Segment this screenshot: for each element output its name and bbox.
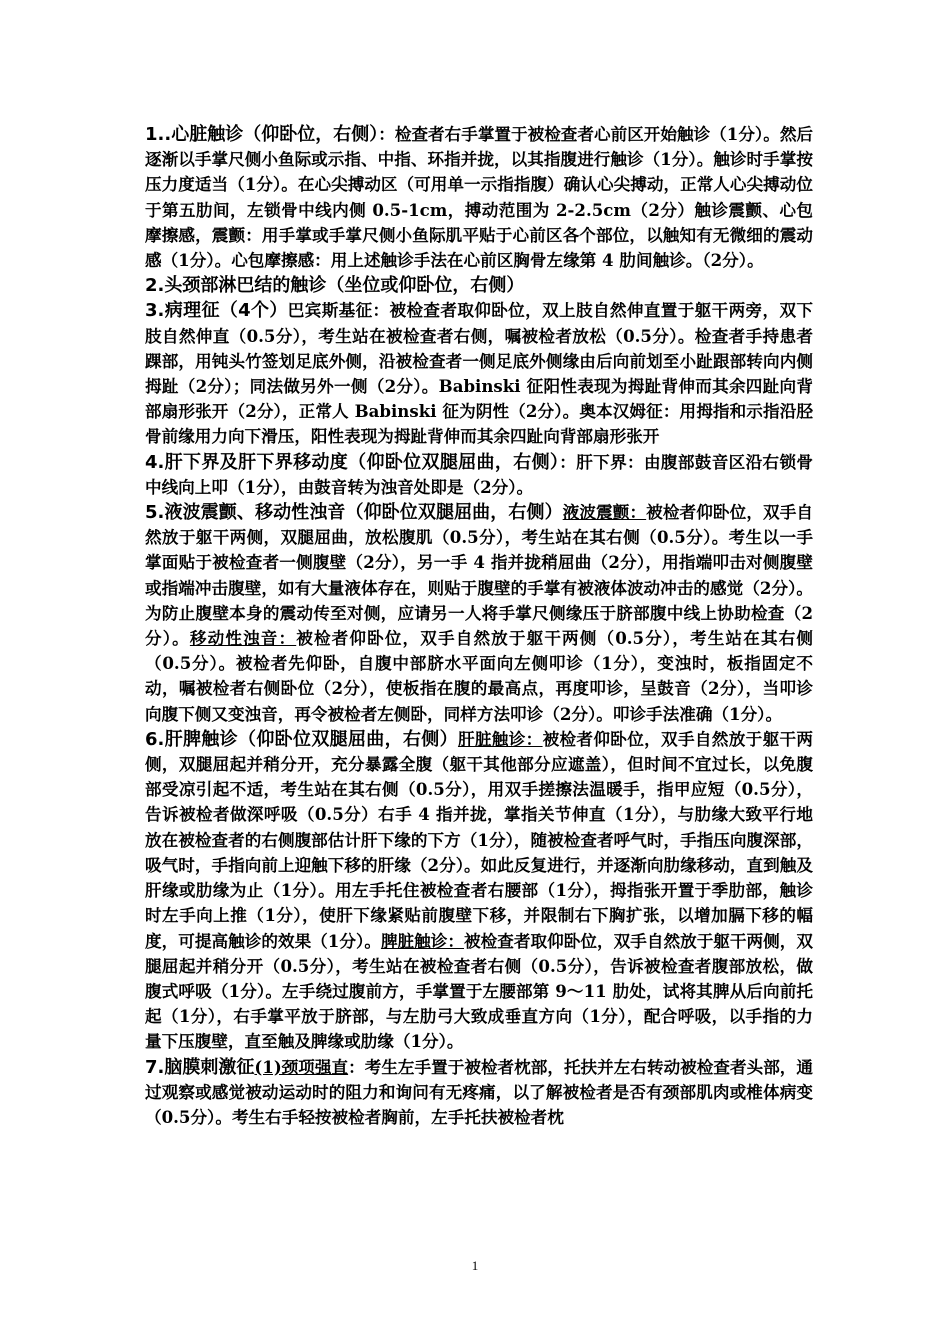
section-4 xyxy=(145,450,813,500)
subheading-liver-palpation: 肝脏触诊： xyxy=(457,728,543,749)
document-body xyxy=(145,122,813,1130)
section-heading: 1..心脏触诊（仰卧位，右侧） xyxy=(145,124,379,145)
section-heading: 5.液波震颤、移动性浊音（仰卧位双腿屈曲，右侧） xyxy=(145,502,563,524)
section-text: 被检者仰卧位，双手自然放于躯干两侧，双腿屈起并稍分开，充分暴露全腹（躯干其他部分应遮盖），但时间不宜过长，以免腹部受凉引起不适，考生站在其右侧（0.5分），用双手搓擦法温暖手，指甲应短（0.5分），告诉被检者做深呼吸（0.5分）右手 4 指并拢，掌指关节伸直（1分），与肋缘大致平行地放在被检查者的右侧腹部估计肝下缘的下方（1分），随被检查者呼气时，手指压向腹深部，吸气时，手指向前上迎触下移的肝缘（2分）。如此反复进行，并逐渐向肋缘移动，直到触及肝缘或肋缘为止（1分）。用左手托住被检查者右腰部（1分），拇指张开置于季肋部，触诊时左手向上推（1分），使肝下缘紧贴前腹壁下移，并限制右下胸扩张，以增加膈下移的幅度，可提高触诊的效果（1分）。 xyxy=(145,728,814,951)
section-text: 被检者仰卧位，双手自然放于躯干两侧，双腿屈曲，放松腹肌（0.5分），考生站在其右侧（0.5分）。考生以一手掌面贴于被检查者一侧腹壁（2分），另一手 4 指并拢稍屈曲（2分），用指端叩击对侧腹壁或指端冲击腹壁，如有大量液体存在，则贴于腹壁的手掌有被液体波动冲击的感觉（2分）。为防止腹壁本身的震动传至对侧，应请另一人将手掌尺侧缘压于脐部腹中线上协助检查（2分）。 xyxy=(145,502,813,649)
section-3 xyxy=(145,298,813,449)
section-text: 被检查者取仰卧位，双手自然放于躯干两侧，双腿屈起并稍分开（0.5分），考生站在被检查者右侧（0.5分），告诉被检查者腹部放松，做腹式呼吸（1分）。左手绕过腹前方，手掌置于左腰部第 9～11 肋处，试将其脾从后向前托起（1分），右手掌平放于脐部，与左肋弓大致成垂直方向（1分），配合呼吸，以手指的力量下压腹壁，直至触及脾缘或肋缘（1分）。 xyxy=(145,930,813,1052)
subheading-fluid-wave: 液波震颤： xyxy=(562,502,647,523)
section-7 xyxy=(145,1055,813,1131)
section-heading: 4.肝下界及肝下界移动度（仰卧位双腿屈曲，右侧） xyxy=(145,451,560,473)
section-heading: 3.病理征（4个） xyxy=(145,300,288,322)
section-text: 被检者仰卧位，双手自然放于躯干两侧（0.5分），考生站在其右侧（0.5分）。被检者先仰卧，自腹中部脐水平面向左侧叩诊（1分），变浊时，板指固定不动，嘱被检者右侧卧位（2分），使板指在腹的最高点，再度叩诊，呈鼓音（2分），当叩诊向腹下侧又变浊音，再令被检者左侧卧，同样方法叩诊（2分）。叩诊手法准确（1分）。 xyxy=(145,628,814,724)
section-heading: 7.脑膜刺激征 xyxy=(145,1056,255,1078)
subheading-shifting-dullness: 移动性浊音： xyxy=(189,628,297,649)
section-text: ：考生左手置于被检者枕部，托扶并左右转动被检查者头部，通过观察或感觉被动运动时的阻力和询问有无疼痛，以了解被检者是否有颈部肌肉或椎体病变（0.5分）。考生右手轻按被检者胸前，左手托扶被检者枕 xyxy=(145,1056,813,1127)
section-6 xyxy=(145,727,813,1055)
section-5 xyxy=(145,500,813,727)
section-text: ：肝下界：由腹部鼓音区沿右锁骨中线向上叩（1分），由鼓音转为浊音处即是（2分）。 xyxy=(145,451,813,497)
section-1 xyxy=(145,122,813,273)
section-text: ：检查者右手掌置于被检查者心前区开始触诊（1分）。然后逐渐以手掌尺侧小鱼际或示指、中指、环指并拢，以其指腹进行触诊（1分）。触诊时手掌按压力度适当（1分）。在心尖搏动区（可用单一示指指腹）确认心尖搏动，正常人心尖搏动位于第五肋间，左锁骨中线内侧 0.5-1cm，搏动范围为 2-2.5cm（2分）触诊震颤、心包摩擦感，震颤：用手掌或手掌尺侧小鱼际肌平贴于心前区各个部位，以触知有无微细的震动感（1分）。心包摩擦感：用上述触诊手法在心前区胸骨左缘第 4 肋间触诊。（2分）。 xyxy=(145,124,814,271)
section-heading: 2.头颈部淋巴结的触诊（坐位或仰卧位，右侧） xyxy=(145,275,525,297)
subheading-neck-stiffness: (1)颈项强直 xyxy=(254,1056,349,1077)
subheading-spleen-palpation: 脾脏触诊： xyxy=(380,930,465,951)
section-heading: 6.肝脾触诊（仰卧位双腿屈曲，右侧） xyxy=(145,728,458,750)
section-text: 巴宾斯基征：被检查者取仰卧位，双上肢自然伸直置于躯干两旁，双下肢自然伸直（0.5分），考生站在被检查者右侧，嘱被检者放松（0.5分）。检查者手持患者踝部，用钝头竹签划足底外侧，沿被检查者一侧足底外侧缘由后向前划至小趾跟部转向内侧拇趾（2分）；同法做另外一侧（2分）。Babinski 征阳性表现为拇趾背伸而其余四趾向背部扇形张开（2分），正常人 Babinski 征为阴性（2分）。奥本汉姆征：用拇指和示指沿胫骨前缘用力向下滑压，阳性表现为拇趾背伸而其余四趾向背部扇形张开 xyxy=(145,300,814,447)
section-2 xyxy=(145,273,813,298)
page-number: 1 xyxy=(471,1258,479,1273)
